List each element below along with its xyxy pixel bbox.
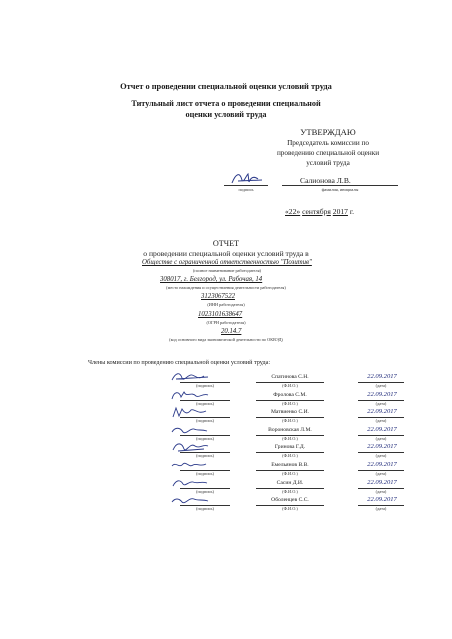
approver-signature-line (224, 185, 268, 186)
document-subtitle-line2: оценки условий труда (185, 110, 267, 119)
member-name: Емельянов В.В. (271, 462, 309, 468)
member-name: Матвиенко С.И. (270, 409, 310, 416)
member-name: Вороновская Л.М. (268, 426, 312, 433)
member-date-caption: (дата) (375, 418, 387, 424)
member-signature-caption: (подпись) (196, 418, 214, 424)
member-signature-caption: (подпись) (196, 506, 214, 512)
member-date-caption: (дата) (375, 383, 387, 388)
employer-ogrn-caption: (ОГРН работодателя) (206, 320, 246, 325)
approval-heading: УТВЕРЖДАЮ (300, 127, 356, 137)
document-subtitle-line1: Титульный лист отчета о проведении специальной (131, 99, 321, 108)
member-name-caption: (Ф.И.О.) (282, 383, 298, 388)
member-name-caption: (Ф.И.О.) (282, 453, 298, 459)
employer-name: Обществе с ограниченной ответственностью "Позитив" (142, 259, 312, 266)
member-date: 22.09.2017 (367, 461, 397, 468)
document-title: Отчет о проведении специальной оценки условий труда (120, 82, 332, 91)
member-date: 22.09.2017 (367, 478, 397, 486)
member-date: 22.09.2017 (367, 390, 397, 398)
member-name: Спатинова С.Н. (271, 374, 309, 380)
approver-name-caption: фамилия, инициалы (321, 187, 359, 192)
member-signature-caption: (подпись) (196, 488, 214, 494)
approval-date-day: «22» (285, 207, 301, 216)
member-date: 22.09.2017 (367, 425, 397, 433)
approval-position-line1: Председатель комиссии по (287, 139, 369, 147)
member-date-caption: (дата) (375, 488, 387, 494)
report-line1: о проведении специальной оценки условий труда в (143, 249, 309, 258)
approval-position-line2: проведению специальной оценки (276, 149, 380, 157)
employer-inn-caption: (ИНН работодателя) (207, 302, 245, 307)
member-signature-caption: (подпись) (196, 453, 214, 459)
member-signature-caption: (подпись) (196, 435, 214, 441)
approver-name: Салионова Л.В. (300, 176, 351, 185)
member-signature-caption: (подпись) (196, 471, 214, 476)
member-date: 22.09.2017 (367, 443, 397, 451)
approval-date-year: 2017 (332, 207, 348, 216)
member-name: Фролова С.М. (273, 391, 307, 398)
employer-inn: 3123067522 (201, 293, 235, 300)
member-name-caption: (Ф.И.О.) (282, 488, 298, 494)
approval-date (285, 207, 354, 216)
approval-date-month: сентября (302, 207, 331, 216)
employer-ogrn: 1023101638647 (198, 311, 243, 318)
member-name: Оболенцев С.С. (271, 497, 309, 504)
approver-signature-caption: подпись (238, 187, 254, 192)
approval-position-line3: условий труда (306, 159, 350, 167)
member-name-caption: (Ф.И.О.) (282, 471, 298, 476)
employer-okved-caption: (код основного вида экономической деятельности по ОКВЭД) (169, 337, 283, 342)
member-date-caption: (дата) (375, 435, 387, 441)
member-date-caption: (дата) (375, 471, 387, 476)
member-date-caption: (дата) (375, 400, 387, 406)
member-name-caption: (Ф.И.О.) (282, 506, 298, 512)
member-date: 22.09.2017 (367, 373, 397, 380)
employer-okved: 20.14.7 (221, 328, 242, 335)
member-date-caption: (дата) (375, 506, 387, 512)
member-name: Сасин Д.И. (276, 479, 304, 486)
member-date: 22.09.2017 (367, 496, 397, 504)
member-date: 22.09.2017 (367, 408, 397, 416)
approver-name-line (282, 185, 398, 186)
member-name-caption: (Ф.И.О.) (282, 400, 298, 406)
member-date-caption: (дата) (375, 453, 387, 459)
member-name: Гринова Г.Д. (274, 444, 306, 451)
employer-name-caption: (полное наименование работодателя) (193, 268, 261, 273)
report-heading: ОТЧЕТ (212, 239, 240, 248)
members-label: Члены комиссии по проведению специальной оценки условий труда: (88, 359, 271, 366)
member-signature-caption: (подпись) (196, 383, 214, 388)
member-signature-caption: (подпись) (196, 400, 214, 406)
employer-address: 308017, г. Белгород, ул. Рабочая, 14 (160, 276, 263, 283)
member-name-caption: (Ф.И.О.) (282, 435, 298, 441)
employer-address-caption: (место нахождения и осуществления деятельности работодателя) (166, 285, 286, 290)
approval-date-suffix: г. (349, 207, 355, 216)
member-name-caption: (Ф.И.О.) (282, 418, 298, 424)
